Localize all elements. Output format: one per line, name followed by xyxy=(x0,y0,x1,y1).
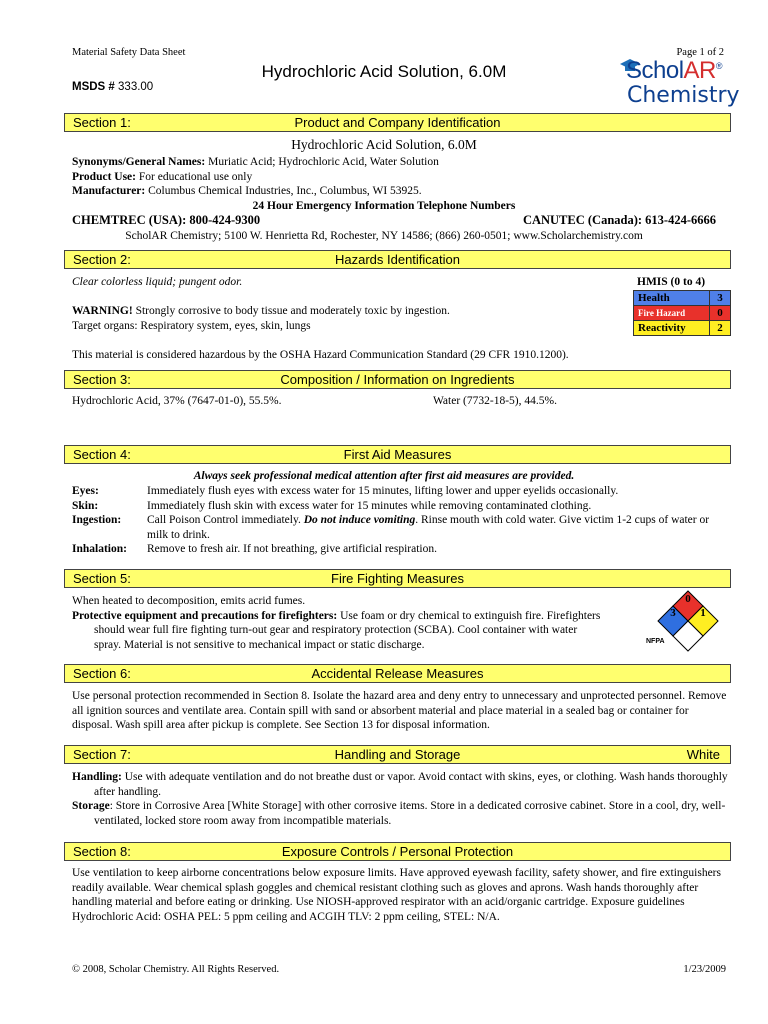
fire-fighting-text: When heated to decomposition, emits acrid fumes. Protective equipment and precautions for firefighters: Use foam or dry chemical to extinguish fire. Firefighters should wear full fire fighting turn-out gear and respiratory protection (SCBA). Cool container with water spray. Material is not sensitive to mechanical impact or static discharge. xyxy=(72,595,601,651)
doc-type: Material Safety Data Sheet xyxy=(72,47,186,58)
nfpa-label: NFPA xyxy=(646,638,665,645)
exposure-controls-text: Use ventilation to keep airborne concentrations below exposure limits. Have approved eyewash facility, safety shower, and fire extinguishers readily available. Wear chemical splash goggles and chemical resistant clothing such as gloves and aprons. Wash hands thoroughly after handling material and before eating or drinking. Use NIOSH-approved respirator with an acid/organic cartridge. Exposure guidelines Hydrochloric Acid: OSHA PEL: 5 ppm ceiling and ACGIH TLV: 2 ppm ceiling, STEL: N/A. xyxy=(72,867,721,923)
nfpa-diamond: 0 3 1 NFPA xyxy=(656,590,720,654)
hmis-table xyxy=(633,290,731,336)
handling-storage-text: Handling: Use with adequate ventilation and do not breathe dust or vapor. Avoid contact with skins, eyes, or clothing. Wash hands thoroughly after handling. Storage: Store in Corrosive Area [White Storage] with other corrosive items. Store in a dedicated corrosive cabinet. Store in a cool, dry, well-ventilated, locked store room away from incompatible materials. xyxy=(72,771,728,827)
ingredient-water: Water (7732-18-5), 44.5%. xyxy=(433,395,557,407)
section-8-header: Section 8: Exposure Controls / Personal Protection xyxy=(64,842,731,861)
hmis-row-reactivity: Reactivity 2 xyxy=(634,321,731,336)
section-4-header: Section 4: First Aid Measures xyxy=(64,445,731,464)
copyright: © 2008, Scholar Chemistry. All Rights Reserved. xyxy=(72,964,280,975)
chemtrec-phone: CHEMTREC (USA): 800-424-9300 xyxy=(72,213,261,227)
section-7-header: Section 7: Handling and Storage White xyxy=(64,745,731,764)
company-address: ScholAR Chemistry; 5100 W. Henrietta Rd, Rochester, NY 14586; (866) 260-0501; www.Scholarchemistry.com xyxy=(125,230,643,242)
section-1-details: Synonyms/General Names: Muriatic Acid; Hydrochloric Acid, Water Solution Product Use: For educational use only Manufacturer: Columbus Chemical Industries, Inc., Columbus, WI 53925. xyxy=(72,156,439,197)
section-1-header: Section 1: Product and Company Identification xyxy=(64,113,731,132)
section-5-header: Section 5: Fire Fighting Measures xyxy=(64,569,731,588)
section-2-header: Section 2: Hazards Identification xyxy=(64,250,731,269)
hmis-title: HMIS (0 to 4) xyxy=(637,276,706,288)
storage-color: White xyxy=(686,747,720,762)
first-aid-intro: Always seek professional medical attention after first aid measures are provided. xyxy=(193,470,575,482)
ingredient-hcl: Hydrochloric Acid, 37% (7647-01-0), 55.5%. xyxy=(72,395,282,407)
canutec-phone: CANUTEC (Canada): 613-424-6666 xyxy=(522,213,716,227)
warning-text: WARNING! Strongly corrosive to body tissue and moderately toxic by ingestion. xyxy=(72,305,450,317)
msds-number: MSDS # 333.00 xyxy=(72,81,154,93)
section-6-header: Section 6: Accidental Release Measures xyxy=(64,664,731,683)
hmis-row-fire: Fire Hazard 0 xyxy=(634,306,731,321)
appearance: Clear colorless liquid; pungent odor. xyxy=(72,276,243,288)
revision-date: 1/23/2009 xyxy=(683,964,726,975)
scholar-chemistry-logo: ScholAR® Chemistry xyxy=(612,55,737,113)
osha-statement: This material is considered hazardous by the OSHA Hazard Communication Standard (29 CFR 1910.1200). xyxy=(72,349,569,361)
product-name: Hydrochloric Acid Solution, 6.0M xyxy=(291,137,477,152)
accidental-release-text: Use personal protection recommended in Section 8. Isolate the hazard area and deny entry to unnecessary and unprotected personnel. Remove all ignition sources and ventilate area. Contain spill with sand or absorbent material and place material in a sealed bag or container for disposal. Wash spill area after pickup is complete. See Section 13 for disposal information. xyxy=(72,690,727,731)
section-3-header: Section 3: Composition / Information on Ingredients xyxy=(64,370,731,389)
target-organs: Target organs: Respiratory system, eyes, skin, lungs xyxy=(72,320,311,332)
emergency-heading: 24 Hour Emergency Information Telephone Numbers xyxy=(252,200,516,212)
document-title: Hydrochloric Acid Solution, 6.0M xyxy=(261,62,507,81)
page-number: Page 1 of 2 xyxy=(676,47,724,58)
first-aid-list: Eyes: Immediately flush eyes with excess water for 15 minutes, lifting lower and upper eyelids occasionally. Skin: Immediately flush skin with excess water for 15 minutes while removing contaminated clothing. Ingestion: Call Poison Control immediately. Do not induce vomiting. Rinse mouth with cold water. Give victim 1-2 cups of water or milk to drink. Inhalation: Remove to fresh air. If not breathing, give artificial respiration. xyxy=(72,485,710,555)
hmis-row-health: Health 3 xyxy=(634,291,731,306)
